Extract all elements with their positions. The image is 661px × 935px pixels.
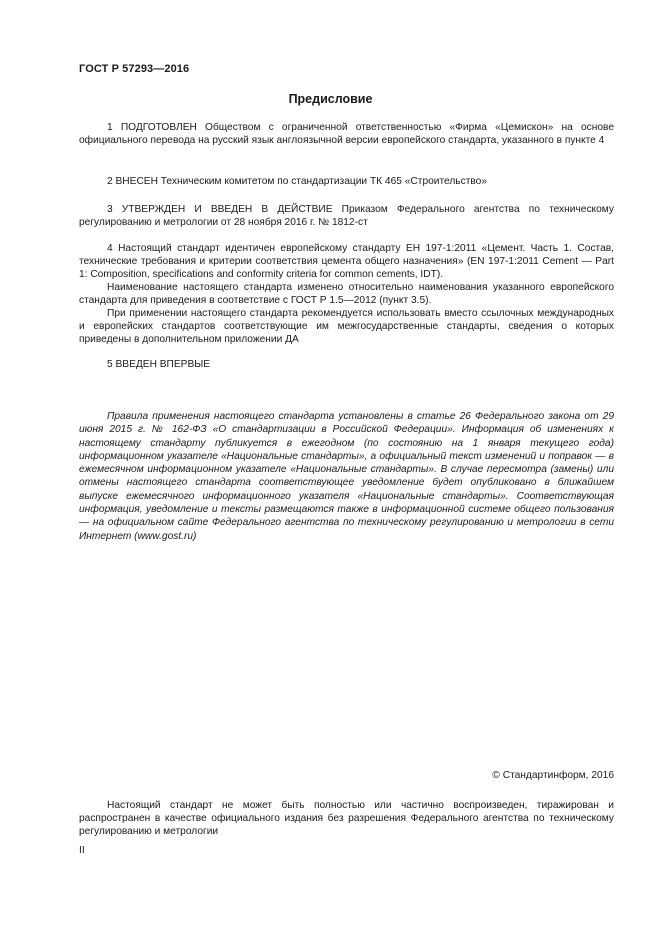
item-2-text: 2 ВНЕСЕН Техническим комитетом по стандартизации ТК 465 «Строительство» bbox=[107, 176, 487, 187]
item-2 bbox=[79, 175, 614, 188]
item-4-references: При применении настоящего стандарта рекомендуется использовать вместо ссылочных международных и европейских стандартов соответствующие им межгосударственные стандарты, сведения о которых приведены в дополнительном приложении ДА bbox=[79, 308, 614, 345]
page-title: Предисловие bbox=[288, 92, 373, 106]
item-4-text: 4 Настоящий стандарт идентичен европейскому стандарту ЕН 197-1:2011 «Цемент. Часть 1. Состав, технические требования и критерии соответствия цемента общего назначения» (EN 197-1:2011 Cement — Part 1: Composition, specifications and conformity criteria for common cements, IDT). bbox=[79, 243, 614, 280]
item-5-text: 5 ВВЕДЕН ВПЕРВЫЕ bbox=[107, 359, 211, 370]
item-5 bbox=[79, 358, 614, 371]
page-number: II bbox=[79, 845, 85, 856]
item-4-name-change: Наименование настоящего стандарта изменено относительно наименования указанного европейского стандарта для приведения в соответствие с ГОСТ Р 1.5—2012 (пункт 3.5). bbox=[79, 282, 614, 306]
copyright: © Стандартинформ, 2016 bbox=[492, 770, 614, 781]
item-1 bbox=[79, 121, 614, 147]
standard-code: ГОСТ Р 57293—2016 bbox=[79, 63, 190, 75]
item-3 bbox=[79, 203, 614, 229]
reproduction-notice bbox=[79, 799, 614, 838]
notice-text: Правила применения настоящего стандарта установлены в статье 26 Федерального закона от 29 июня 2015 г. № 162-ФЗ «О стандартизации в Российской Федерации». Информация об изменениях к настоящему стандарту публикуется в ежегодном (по состоянию на 1 января текущего года) информационном указателе «Национальные стандарты», а официальный текст изменений и поправок — в ежемесячном информационном указателе «Национальные стандарты». В случае пересмотра (замены) или отмены настоящего стандарта соответствующее уведомление будет опубликовано в ближайшем выпуске ежемесячного информационного указателя «Национальные стандарты». Соответствующая информация, уведомление и тексты размещаются также в информационной системе общего пользования — на официальном сайте Федерального агентства по техническому регулированию и метрологии в сети Интернет (www.gost.ru) bbox=[79, 411, 614, 542]
reproduction-text: Настоящий стандарт не может быть полностью или частично воспроизведен, тиражирован и распространен в качестве официального издания без разрешения Федерального агентства по техническому регулированию и метрологии bbox=[79, 800, 614, 837]
application-rules-notice bbox=[79, 410, 614, 543]
item-1-text: 1 ПОДГОТОВЛЕН Обществом с ограниченной ответственностью «Фирма «Цемискон» на основе официального перевода на русский язык англоязычной версии европейского стандарта, указанного в пункте 4 bbox=[79, 122, 614, 146]
item-3-text: 3 УТВЕРЖДЕН И ВВЕДЕН В ДЕЙСТВИЕ Приказом Федерального агентства по техническому регулированию и метрологии от 28 ноября 2016 г. № 1812-ст bbox=[79, 204, 614, 228]
item-4 bbox=[79, 242, 614, 346]
